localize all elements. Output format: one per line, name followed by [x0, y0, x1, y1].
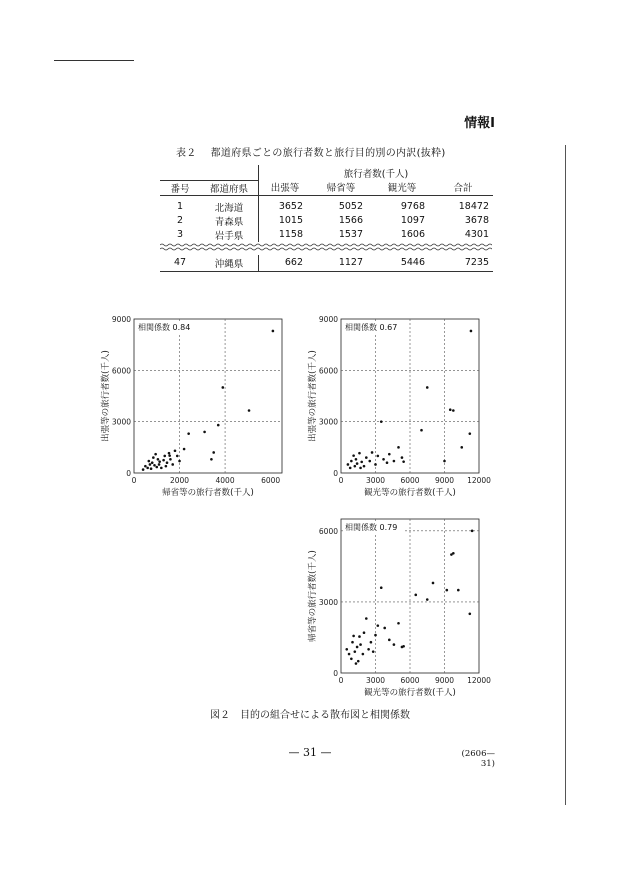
- data-point: [168, 454, 171, 457]
- data-point: [432, 582, 435, 585]
- x-tick-label: 6000: [400, 476, 420, 485]
- figure-caption: [0, 706, 620, 721]
- data-point: [452, 552, 455, 555]
- y-tick-label: 0: [333, 469, 338, 478]
- data-point: [377, 455, 380, 458]
- data-point: [368, 460, 371, 463]
- table-row: 2 青森県 1015 1566 1097 3678: [176, 215, 489, 228]
- data-point: [359, 467, 362, 470]
- y-axis-label: 出張等の旅行者数(千人): [101, 350, 111, 442]
- data-point: [365, 456, 368, 459]
- scatter-plot-2: [307, 315, 491, 498]
- data-point: [248, 409, 251, 412]
- data-point: [460, 446, 463, 449]
- data-point: [397, 446, 400, 449]
- data-point: [356, 646, 359, 649]
- y-tick-label: 6000: [111, 366, 131, 376]
- data-point: [157, 458, 160, 461]
- data-point: [363, 631, 366, 634]
- data-point: [153, 464, 156, 467]
- data-point: [393, 643, 396, 646]
- x-axis-label: 観光等の旅行者数(千人): [364, 688, 456, 698]
- col-header: 観光等: [387, 183, 417, 195]
- data-point: [166, 461, 169, 464]
- data-point: [414, 594, 417, 597]
- data-point: [355, 458, 358, 461]
- table-row: 3 岩手県 1158 1537 1606 4301: [176, 229, 489, 242]
- figure-title: 目的の組合せによる散布図と相関係数: [240, 710, 410, 721]
- data-point: [374, 463, 377, 466]
- data-point: [183, 448, 186, 451]
- col-header: 出張等: [259, 180, 312, 195]
- data-point: [469, 432, 472, 435]
- data-point: [217, 424, 220, 427]
- data-point: [457, 589, 460, 592]
- y-tick-label: 0: [126, 469, 131, 478]
- data-point: [148, 460, 151, 463]
- data-point: [151, 461, 154, 464]
- page-code: (2606—31): [461, 749, 495, 769]
- scatter-plot-3: [307, 519, 491, 698]
- data-point: [363, 465, 366, 468]
- data-point: [449, 408, 452, 411]
- y-tick-label: 6000: [318, 526, 338, 536]
- data-point: [367, 648, 370, 651]
- scatter-plot-1: [100, 315, 282, 498]
- x-tick-label: 3000: [365, 676, 386, 685]
- data-point: [210, 458, 213, 461]
- data-point: [272, 330, 275, 333]
- col-header: 合計: [453, 183, 473, 195]
- data-point: [348, 653, 351, 656]
- data-point: [386, 461, 389, 464]
- data-point: [144, 465, 147, 468]
- data-point: [158, 460, 161, 463]
- data-point: [402, 645, 405, 648]
- data-point: [380, 586, 383, 589]
- x-tick-label: 2000: [169, 476, 190, 485]
- data-point: [162, 459, 165, 462]
- data-point: [356, 462, 359, 465]
- col-header: 都道府県: [209, 183, 248, 195]
- col-header: 番号: [170, 183, 190, 195]
- data-point: [443, 460, 446, 463]
- x-tick-label: 4000: [215, 476, 235, 485]
- data-point: [158, 463, 161, 466]
- data-point: [142, 468, 145, 471]
- y-tick-label: 3000: [318, 417, 338, 427]
- data-point: [155, 466, 158, 469]
- data-point: [365, 617, 368, 620]
- group-header: 旅行者数(千人): [259, 165, 494, 180]
- data-point: [377, 624, 380, 627]
- data-point: [349, 467, 352, 470]
- page-number: — 31 —: [288, 746, 332, 759]
- table-row: 47 沖縄県 662 1127 5446 7235: [160, 255, 493, 272]
- data-point: [350, 460, 353, 463]
- data-point: [446, 589, 449, 592]
- data-point: [350, 657, 353, 660]
- data-point: [393, 460, 396, 463]
- subject-heading: 情報Ⅰ: [464, 116, 495, 131]
- data-point: [452, 409, 455, 412]
- y-tick-label: 9000: [318, 315, 338, 324]
- table-label: 表２: [176, 148, 197, 159]
- data-point: [397, 622, 400, 625]
- x-axis-label: 観光等の旅行者数(千人): [364, 488, 456, 498]
- data-point: [178, 460, 181, 463]
- x-axis-label: 帰省等の旅行者数(千人): [162, 488, 254, 498]
- table-row: 1 北海道 3652 5052 9768 18472: [160, 195, 493, 214]
- data-point: [355, 662, 358, 665]
- data-point: [222, 386, 225, 389]
- data-point: [470, 330, 473, 333]
- data-point: [370, 641, 373, 644]
- data-point: [371, 451, 374, 454]
- y-tick-label: 0: [333, 669, 338, 678]
- data-point: [171, 463, 174, 466]
- x-tick-label: 12000: [467, 476, 491, 485]
- data-point: [372, 650, 375, 653]
- data-point: [187, 432, 190, 435]
- data-point: [354, 650, 357, 653]
- data-point: [374, 634, 377, 637]
- x-tick-label: 0: [338, 476, 344, 485]
- data-point: [163, 455, 166, 458]
- correlation-label: 相関係数 0.67: [345, 323, 398, 332]
- y-tick-label: 3000: [318, 597, 338, 607]
- data-point: [388, 639, 391, 642]
- correlation-label: 相関係数 0.84: [138, 323, 191, 332]
- data-point: [357, 660, 360, 663]
- data-point: [420, 429, 423, 432]
- x-tick-label: 3000: [365, 476, 386, 485]
- data-point: [382, 458, 385, 461]
- data-point: [358, 452, 361, 455]
- x-tick-label: 9000: [434, 676, 455, 685]
- data-point: [352, 454, 355, 457]
- x-tick-label: 0: [131, 476, 137, 485]
- x-tick-label: 12000: [467, 676, 491, 685]
- data-point: [471, 530, 474, 533]
- data-point: [388, 453, 391, 456]
- data-point: [401, 456, 404, 459]
- data-point: [347, 463, 350, 466]
- y-axis-label: 出張等の旅行者数(千人): [308, 350, 318, 442]
- x-tick-label: 6000: [400, 676, 420, 685]
- data-point: [154, 453, 157, 456]
- data-point: [362, 653, 365, 656]
- x-tick-label: 0: [338, 676, 344, 685]
- data-point: [150, 467, 153, 470]
- data-point: [149, 463, 152, 466]
- col-header: 帰省等: [326, 183, 356, 195]
- data-point: [380, 420, 383, 423]
- x-tick-label: 9000: [434, 476, 455, 485]
- data-point: [354, 465, 357, 468]
- y-tick-label: 9000: [111, 315, 131, 324]
- data-point: [352, 635, 355, 638]
- data-point: [359, 643, 362, 646]
- plot-frame: [134, 319, 282, 473]
- data-point: [174, 449, 177, 452]
- table-title: 都道府県ごとの旅行者数と旅行目的別の内訳(抜粋): [210, 148, 446, 159]
- data-point: [426, 598, 429, 601]
- data-point: [169, 458, 172, 461]
- x-tick-label: 6000: [261, 476, 281, 485]
- data-point: [358, 635, 361, 638]
- data-point: [160, 467, 163, 470]
- y-axis-label: 帰省等の旅行者数(千人): [308, 550, 318, 642]
- data-point: [351, 641, 354, 644]
- data-point: [212, 451, 215, 454]
- data-point: [360, 461, 363, 464]
- data-point: [146, 467, 149, 470]
- data-point: [165, 465, 168, 468]
- data-point: [345, 648, 348, 651]
- data-point: [469, 612, 472, 615]
- y-tick-label: 6000: [318, 366, 338, 376]
- correlation-label: 相関係数 0.79: [345, 523, 398, 532]
- data-point: [383, 627, 386, 630]
- data-point: [176, 455, 179, 458]
- data-point: [402, 460, 405, 463]
- data-point: [426, 386, 429, 389]
- data-point: [152, 456, 155, 459]
- data-point: [203, 431, 206, 434]
- data-point: [168, 452, 171, 455]
- y-tick-label: 3000: [111, 417, 131, 427]
- figure-label: 図２: [210, 710, 230, 721]
